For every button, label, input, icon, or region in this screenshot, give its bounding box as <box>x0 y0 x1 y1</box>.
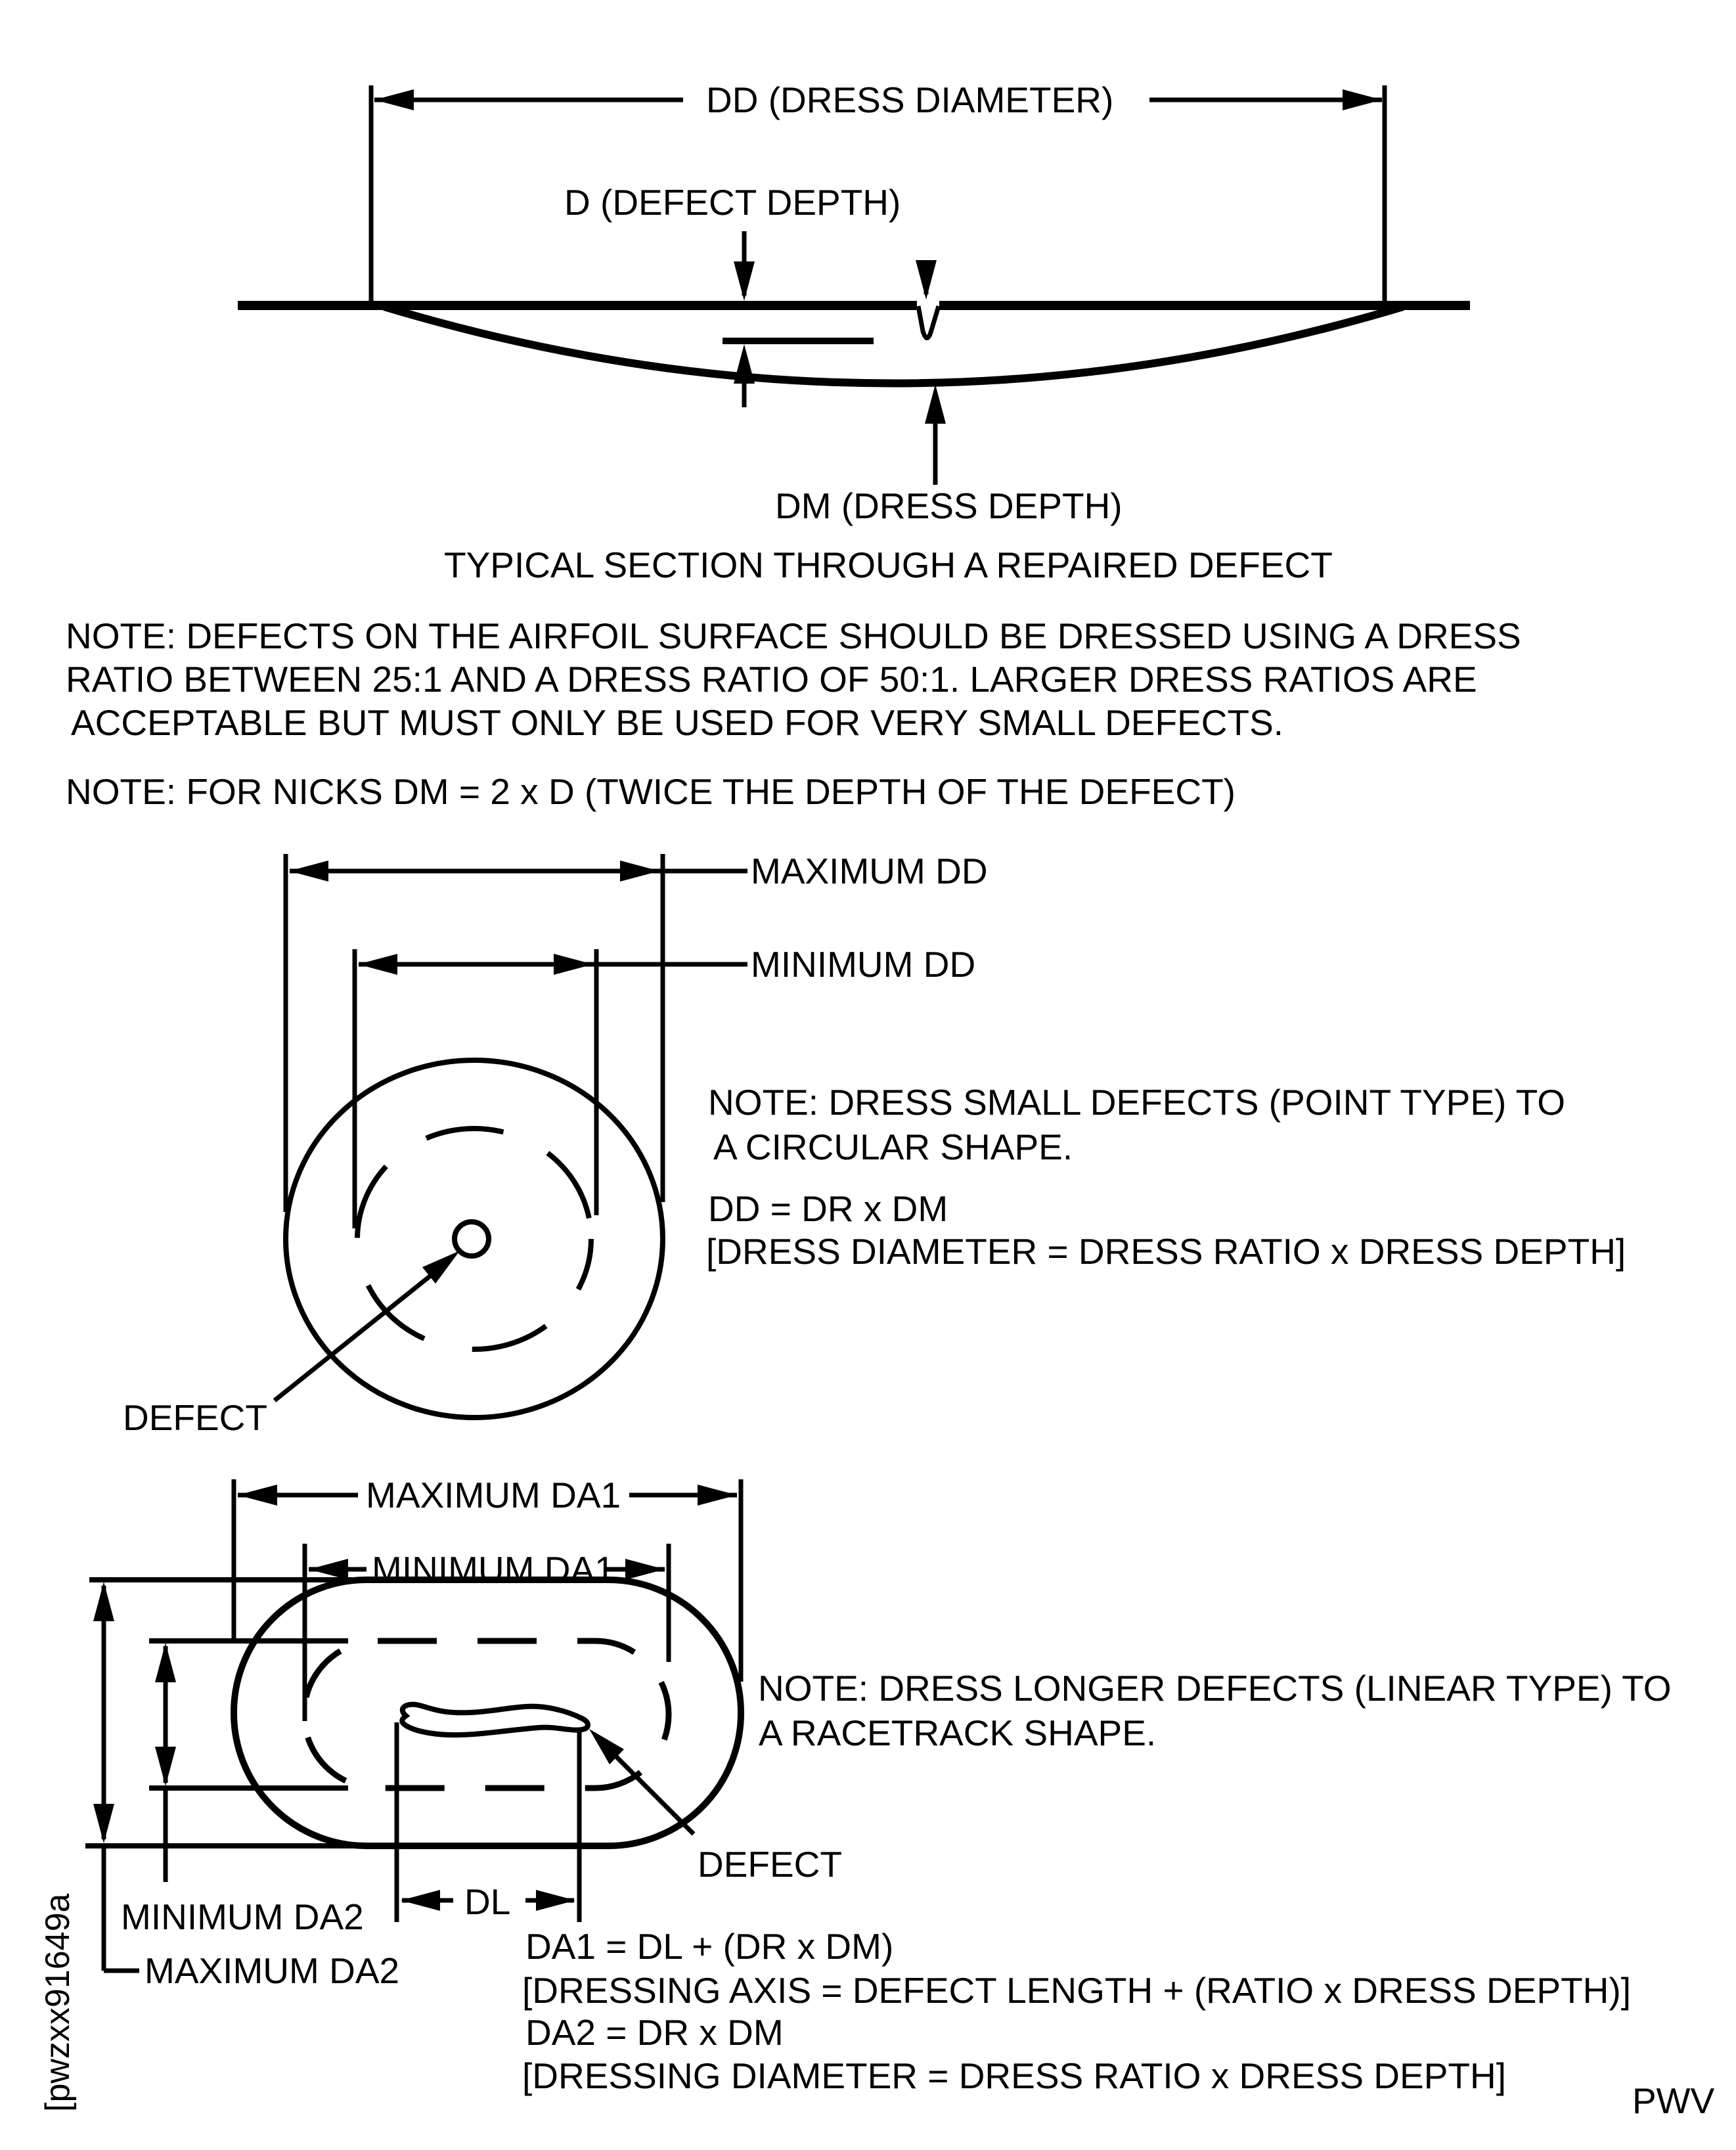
arrowhead-dm-down <box>916 260 937 300</box>
dress-circle-inner-dashed <box>357 1129 591 1349</box>
dress-ratio-note-line3: ACCEPTABLE BUT MUST ONLY BE USED FOR VERY SMALL DEFECTS. <box>71 702 1284 743</box>
racetrack-defect-label: DEFECT <box>698 1844 842 1885</box>
circle-defect-label: DEFECT <box>123 1397 267 1438</box>
arrowhead-minda1-left <box>309 1559 348 1580</box>
maximum-da1-label: MAXIMUM DA1 <box>366 1475 621 1515</box>
dress-circle-outer <box>286 1060 663 1418</box>
arrowhead-dd-right <box>1343 89 1382 110</box>
arrowhead-mindd-right <box>554 954 593 975</box>
arrowhead-d-down <box>734 261 755 301</box>
defect-notch <box>918 306 939 338</box>
circle-diagram <box>275 854 747 1418</box>
minimum-dd-label: MINIMUM DD <box>751 944 976 985</box>
dress-dish-curve <box>384 307 1403 384</box>
arrowhead-mindd-left <box>358 954 397 975</box>
da1-formula: DA1 = DL + (DR x DM) <box>525 1926 894 1967</box>
maximum-da2-label: MAXIMUM DA2 <box>145 1950 400 1991</box>
arrowhead-maxda2-up <box>93 1582 114 1621</box>
dress-depth-label: DM (DRESS DEPTH) <box>775 485 1123 526</box>
racetrack-inner-dashed <box>304 1641 669 1788</box>
arrowhead-minda1-right <box>625 1559 665 1580</box>
dress-ratio-note-line2: RATIO BETWEEN 25:1 AND A DRESS RATIO OF 50:1. LARGER DRESS RATIOS ARE <box>66 659 1477 700</box>
dress-diameter-label: DD (DRESS DIAMETER) <box>706 79 1114 120</box>
racetrack-note-line2: A RACETRACK SHAPE. <box>759 1713 1157 1753</box>
dress-ratio-note-line1: NOTE: DEFECTS ON THE AIRFOIL SURFACE SHOULD BE DRESSED USING A DRESS <box>66 616 1521 656</box>
arrowhead-maxda1-right <box>698 1485 737 1506</box>
defect-length-label: DL <box>464 1881 511 1922</box>
racetrack-note-line1: NOTE: DRESS LONGER DEFECTS (LINEAR TYPE) TO <box>758 1668 1672 1709</box>
racetrack-defect-leader-line <box>614 1755 694 1834</box>
defect-depth-label: D (DEFECT DEPTH) <box>564 182 901 223</box>
circle-note-line2: A CIRCULAR SHAPE. <box>713 1127 1073 1167</box>
dd-formula-expansion: [DRESS DIAMETER = DRESS RATIO x DRESS DEPTH] <box>706 1231 1626 1272</box>
arrowhead-minda2-up <box>155 1643 176 1682</box>
arrowhead-maxda1-left <box>238 1485 277 1506</box>
da1-formula-expansion: [DRESSING AXIS = DEFECT LENGTH + (RATIO x DRESS DEPTH)] <box>522 1970 1632 2011</box>
arrowhead-dl-right <box>536 1890 575 1911</box>
publisher-mark: PWV <box>1632 2080 1715 2121</box>
arrowhead-maxda2-down <box>93 1804 114 1843</box>
arrowhead-dd-left <box>374 89 414 110</box>
arrowhead-minda2-down <box>155 1747 176 1786</box>
defect-leader-line <box>275 1274 432 1400</box>
arrowhead-maxdd-right <box>620 861 659 882</box>
linear-defect-outline <box>402 1705 588 1735</box>
profile-diagram <box>238 85 1470 485</box>
maximum-dd-label: MAXIMUM DD <box>751 851 988 891</box>
figure-code: [pwzxx91649a <box>39 1893 77 2112</box>
dd-formula: DD = DR x DM <box>708 1188 948 1229</box>
arrowhead-dl-left <box>401 1890 440 1911</box>
circle-note-line1: NOTE: DRESS SMALL DEFECTS (POINT TYPE) TO <box>708 1082 1565 1123</box>
da2-formula: DA2 = DR x DM <box>525 2012 784 2053</box>
arrowhead-maxdd-left <box>289 861 328 882</box>
minimum-da1-label: MINIMUM DA1 <box>372 1549 615 1590</box>
profile-caption: TYPICAL SECTION THROUGH A REPAIRED DEFECT <box>444 545 1333 585</box>
da2-formula-expansion: [DRESSING DIAMETER = DRESS RATIO x DRESS DEPTH] <box>522 2055 1506 2096</box>
minimum-da2-label: MINIMUM DA2 <box>121 1896 364 1937</box>
nicks-note: NOTE: FOR NICKS DM = 2 x D (TWICE THE DEPTH OF THE DEFECT) <box>66 771 1235 812</box>
